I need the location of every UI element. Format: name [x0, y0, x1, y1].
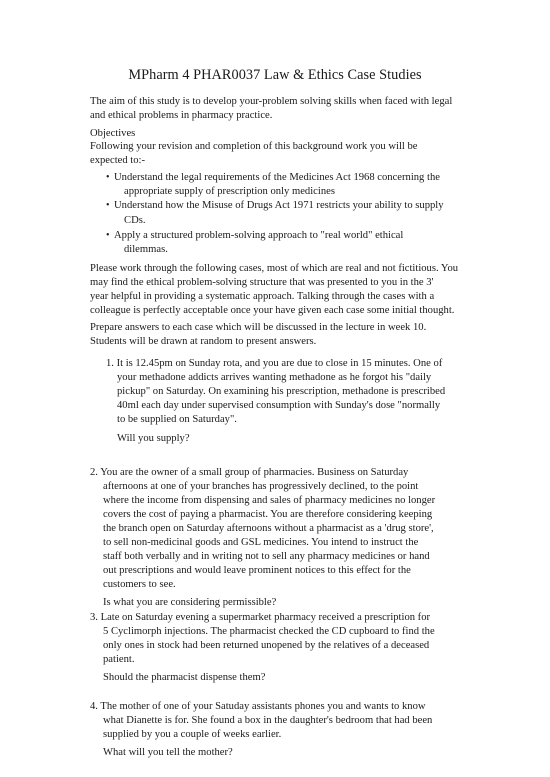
objective-line: Apply a structured problem-solving approach to "real world" ethical [114, 230, 404, 241]
instructions-line: Please work through the following cases, most of which are real and not fictitious. You [90, 263, 459, 274]
aim-line: The aim of this study is to develop your-problem solving skills when faced with legal [90, 96, 453, 107]
bullet-icon: • [106, 200, 110, 211]
objective-line: appropriate supply of prescription only medicines [124, 186, 335, 197]
instructions-line: year helpful in providing a systematic approach. Talking through the cases with a [90, 291, 435, 302]
case-line: to sell non-medicinal goods and GSL medicines. You intend to instruct the [103, 537, 419, 548]
case-line: afternoons at one of your branches has progressively declined, to the point [103, 481, 419, 492]
case-line: where the income from dispensing and sales of pharmacy medicines no longer [103, 495, 436, 506]
objective-line: dilemmas. [124, 244, 168, 255]
case-line: 2. You are the owner of a small group of pharmacies. Business on Saturday [90, 467, 409, 478]
objective-line: CDs. [124, 215, 146, 226]
case-line: 5 Cyclimorph injections. The pharmacist checked the CD cupboard to find the [103, 626, 435, 637]
case-question: Is what you are considering permissible? [103, 597, 277, 608]
preparation-line: Students will be drawn at random to present answers. [90, 336, 317, 347]
case-question: Should the pharmacist dispense them? [103, 672, 266, 683]
case-line: covers the cost of paying a pharmacist. You are therefore considering keeping [103, 509, 433, 520]
objectives-intro-line: expected to:- [90, 155, 146, 166]
case-line: to be supplied on Saturday". [117, 414, 237, 425]
aim-line: and ethical problems in pharmacy practice. [90, 110, 273, 121]
case-line: out prescriptions and would leave prominent notices to this effect for the [103, 565, 411, 576]
case-line: 40ml each day under supervised consumption with Sunday's dose "normally [117, 400, 441, 411]
case-question: What will you tell the mother? [103, 747, 233, 758]
instructions-line: may find the ethical problem-solving structure that was presented to you in the 3' [90, 277, 434, 288]
case-line: patient. [103, 654, 135, 665]
case-line: what Dianette is for. She found a box in the daughter's bedroom that had been [103, 715, 433, 726]
case-line: the branch open on Saturday afternoons without a pharmacist as a 'drug store', [103, 523, 434, 534]
objectives-intro-line: Following your revision and completion of this background work you will be [90, 141, 418, 152]
bullet-icon: • [106, 172, 110, 183]
instructions-line: colleague is perfectly acceptable once your have given each case some initial thought. [90, 305, 455, 316]
case-line: customers to see. [103, 579, 176, 590]
case-line: staff both verbally and in writing not to sell any pharmacy medicines or hand [103, 551, 430, 562]
case-line: supplied by you a couple of weeks earlier. [103, 729, 282, 740]
case-line: 3. Late on Saturday evening a supermarket pharmacy received a prescription for [90, 612, 431, 623]
case-line: only ones in stock had been returned unopened by the relatives of a deceased [103, 640, 430, 651]
objective-line: Understand how the Misuse of Drugs Act 1971 restricts your ability to supply [114, 200, 444, 211]
document-title: MPharm 4 PHAR0037 Law & Ethics Case Studies [128, 67, 422, 83]
case-line: your methadone addicts arrives wanting methadone as he forgot his "daily [117, 372, 432, 383]
bullet-icon: • [106, 230, 110, 241]
preparation-line: Prepare answers to each case which will be discussed in the lecture in week 10. [90, 322, 427, 333]
objective-line: Understand the legal requirements of the Medicines Act 1968 concerning the [114, 172, 440, 183]
case-line: 1. It is 12.45pm on Sunday rota, and you are due to close in 15 minutes. One of [106, 358, 443, 369]
case-line: 4. The mother of one of your Satuday assistants phones you and wants to know [90, 701, 426, 712]
case-question: Will you supply? [117, 433, 190, 444]
objectives-heading: Objectives [90, 128, 136, 139]
case-line: pickup" on Saturday. On examining his prescription, methadone is prescribed [117, 386, 446, 397]
